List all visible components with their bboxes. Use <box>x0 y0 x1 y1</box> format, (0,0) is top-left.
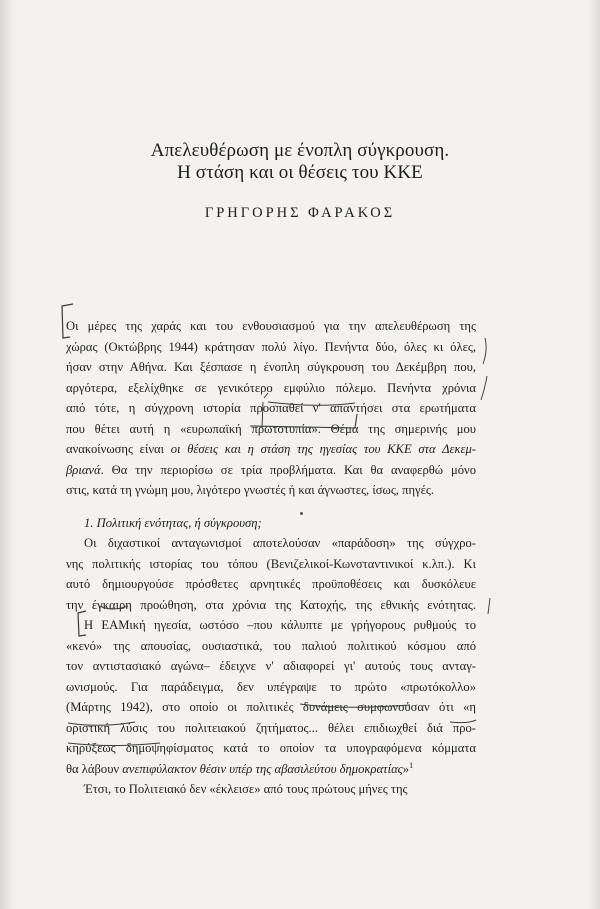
text-line: χώρας (Οκτώβρης 1944) κράτησαν πολύ λίγο. Πενήντα δύο, όλες κι όλες, <box>66 339 476 354</box>
text-line: «κενό» της απουσίας, ουσιαστικά, του παλιού πολιτικού κόσμου από <box>66 638 476 653</box>
text-line <box>66 460 476 481</box>
text-line: την έγκαιρη προώθηση, στα χρόνια της Κατοχής, της εθνικής ενότητας. <box>66 597 476 612</box>
text-italic: οι θέσεις και η στάση της ηγεσίας του ΚΚΕ στα Δεκεμ- <box>170 442 476 456</box>
pen-margin-stroke <box>481 376 487 400</box>
text-line: αυτό δημιουργούσε πρόσθετες αρνητικές προϋποθέσεις και δυσκόλευε <box>66 577 476 591</box>
text-line: που θέτει αυτή η «ευρωπαϊκή πρωτοτυπία». Θέμα της σημερινής μου <box>66 421 476 436</box>
author-name: ΓΡΗΓΟΡΗΣ ΦΑΡΑΚΟΣ <box>204 205 396 221</box>
text-line: κηρύξεως δημοψηφίσματος κατά το οποίον τα υπογραφόμενα κόμματα <box>66 741 476 755</box>
text-italic: βριανά <box>66 462 101 477</box>
chapter-title-line-2: Η στάση και οι θέσεις του ΚΚΕ <box>177 162 423 183</box>
text-line: στις, κατά τη γνώμη μου, λιγότερο γνωστές ή και άγνωστες, ίσως, πηγές. <box>66 483 435 497</box>
text-line <box>66 439 476 460</box>
text-plain: ανακοίνωσης είναι <box>66 442 171 456</box>
text-line: αργότερα, εξελίχθηκε σε γενικότερο εμφύλιο πόλεμο. Πενήντα χρόνια <box>66 380 476 395</box>
article-body <box>66 316 476 800</box>
text-line: Οι διχαστικοί ανταγωνισμοί αποτελούσαν «παράδοση» της σύγχρο- <box>84 536 476 550</box>
section-heading: 1. Πολιτική ενότητας, ή σύγκρουση; <box>84 515 262 530</box>
text-plain: θα λάβουν <box>66 761 123 776</box>
page-edge-shadow-left <box>0 0 14 909</box>
pen-margin-stroke <box>483 338 486 364</box>
text-line: νης πολιτικής ιστορίας του τόπου (Βενιζελικοί-Κωνσταντινικοί κ.λπ.). Κι <box>66 556 476 571</box>
text-line <box>66 759 476 780</box>
pen-margin-stroke <box>488 598 490 614</box>
chapter-title-line-1: Απελευθέρωση με ένοπλη σύγκρουση. <box>150 140 450 161</box>
text-line: οριστική λύσις του πολιτειακού ζητήματος... θέλει επιδιωχθεί διά προ- <box>66 720 476 735</box>
text-line: Η ΕΑΜική ηγεσία, ωστόσο –που κάλυπτε με γρήγορους ρυθμούς το <box>84 618 476 632</box>
text-italic: ανεπιφύλακτον θέσιν υπέρ της αβασιλεύτου δημοκρατίας <box>122 761 403 776</box>
text-plain: » <box>402 761 410 776</box>
page-edge-shadow-right <box>588 0 600 909</box>
text-line: τον αντιστασιακό αγώνα– έδειχνε ν' αδιαφορεί γι' αυτούς τους ανταγ- <box>66 659 476 673</box>
text-line: από τότε, η σύγχρονη ιστορία προσπαθεί ν' απαντήσει στα ερωτήματα <box>66 401 476 415</box>
pen-dot <box>300 512 303 515</box>
text-line: ήσαν στην Αθήνα. Και ξέσπασε η ένοπλη σύγκρουση του Δεκέμβρη που, <box>66 360 476 374</box>
text-line: ωνισμούς. Για παράδειγμα, δεν υπέγραψε το πρώτο «πρωτόκολλο» <box>66 679 476 694</box>
text-plain: . Θα την περιορίσω σε τρία προβλήματα. Και θα αναφερθώ μόνο <box>100 462 476 477</box>
text-line: Οι μέρες της χαράς και του ενθουσιασμού για την απελευθέρωση της <box>66 319 476 333</box>
text-line: (Μάρτης 1942), στο οποίο οι πολιτικές δυνάμεις συμφωνούσαν ότι «η <box>66 700 476 714</box>
footnote-marker: 1 <box>409 760 414 770</box>
text-line: Έτσι, το Πολιτειακό δεν «έκλεισε» από τους πρώτους μήνες της <box>84 782 408 796</box>
